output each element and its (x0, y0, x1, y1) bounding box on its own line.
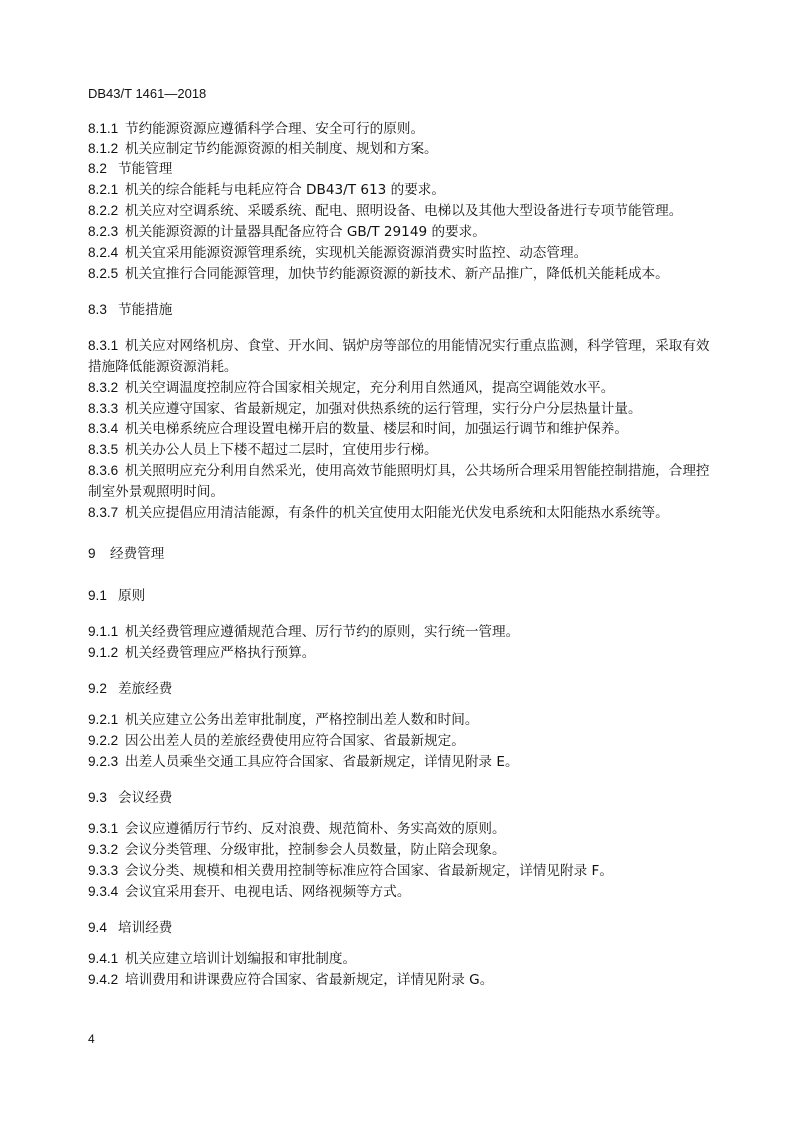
clause-number: 9.4.1 (88, 951, 119, 966)
section-heading (88, 158, 720, 180)
clause-number: 8.3.3 (88, 401, 119, 416)
clause-number: 9.1.1 (88, 624, 119, 639)
clause-number: 9.2 (88, 681, 107, 696)
clause-number: 8.2.2 (88, 203, 119, 218)
section-heading (88, 299, 720, 321)
clause-text: 机关应遵守国家、省最新规定，加强对供热系统的运行管理，实行分户分层热量计量。 (125, 401, 642, 417)
clause (88, 221, 720, 243)
clause (88, 335, 720, 378)
clause (88, 200, 720, 222)
clause-number: 8.2.1 (88, 182, 119, 197)
clause-text: 机关应提倡应用清洁能源，有条件的机关宜使用太阳能光伏发电系统和太阳能热水系统等。 (125, 505, 669, 521)
clause-text: 机关空调温度控制应符合国家相关规定，充分利用自然通风，提高空调能效水平。 (125, 380, 615, 396)
clause-number: 8.1.1 (88, 121, 119, 136)
clause-number: 9.3.3 (88, 863, 119, 878)
clause-text: 机关应对空调系统、采暖系统、配电、照明设备、电梯以及其他大型设备进行专项节能管理。 (125, 203, 683, 219)
clause (88, 621, 720, 643)
clause-text: 会议分类、规模和相关费用控制等标准应符合国家、省最新规定，详情见附录 F。 (125, 863, 613, 879)
clause-number: 9.4.2 (88, 972, 119, 987)
clause-text: 原则 (118, 588, 146, 604)
section-heading (88, 917, 720, 939)
clause (88, 948, 720, 970)
section-heading (88, 787, 720, 809)
clause-text: 差旅经费 (118, 681, 173, 697)
clause (88, 839, 720, 861)
clause-text: 培训经费 (118, 920, 173, 936)
clause-text: 培训费用和讲课费应符合国家、省最新规定，详情见附录 G。 (125, 972, 494, 988)
clause-number: 8.2.3 (88, 224, 119, 239)
clause-number: 9.2.1 (88, 712, 119, 727)
clause-text: 机关应建立公务出差审批制度，严格控制出差人数和时间。 (125, 712, 479, 728)
clause-text: 机关经费管理应严格执行预算。 (125, 645, 316, 661)
clause-number: 9.3.2 (88, 842, 119, 857)
clause-number: 9.3 (88, 790, 107, 805)
clause (88, 709, 720, 731)
clause-number: 9.2.3 (88, 754, 119, 769)
clause-number: 8.3.5 (88, 442, 119, 457)
clause (88, 263, 720, 285)
clause-number: 9.3.4 (88, 884, 119, 899)
clause (88, 242, 720, 264)
clause-number: 9.3.1 (88, 821, 119, 836)
clause-text: 机关宜推行合同能源管理，加快节约能源资源的新技术、新产品推广，降低机关能耗成本。 (125, 266, 669, 282)
clause-text: 机关应对网络机房、食堂、开水间、锅炉房等部位的用能情况实行重点监测，科学管理，采取有效措施降低能源资源消耗。 (88, 338, 710, 375)
clause (88, 377, 720, 399)
clause-number: 8.3 (88, 302, 107, 317)
section-heading (88, 678, 720, 700)
clause-number: 8.1.2 (88, 141, 119, 156)
clause (88, 818, 720, 840)
clause-text: 会议经费 (118, 790, 173, 806)
clause (88, 118, 720, 140)
clause-number: 8.3.1 (88, 338, 119, 353)
clause (88, 418, 720, 440)
clause-text: 机关应建立培训计划编报和审批制度。 (125, 951, 357, 967)
clause (88, 460, 720, 503)
clause-text: 节能措施 (118, 302, 173, 318)
clause-text: 出差人员乘坐交通工具应符合国家、省最新规定，详情见附录 E。 (125, 754, 519, 770)
page-number: 4 (88, 1032, 95, 1046)
clause-number: 9.1 (88, 588, 107, 603)
clause-number: 8.3.4 (88, 421, 119, 436)
clause-text: 机关宜采用能源资源管理系统，实现机关能源资源消费实时监控、动态管理。 (125, 245, 588, 261)
clause-number: 9.4 (88, 920, 107, 935)
clause-text: 经费管理 (110, 546, 165, 562)
clause-text: 机关经费管理应遵循规范合理、厉行节约的原则，实行统一管理。 (125, 624, 520, 640)
clause-text: 会议宜采用套开、电视电话、网络视频等方式。 (125, 884, 411, 900)
clause-text: 机关照明应充分利用自然采光，使用高效节能照明灯具，公共场所合理采用智能控制措施，合理控制室外景观照明时间。 (88, 463, 710, 500)
clause-text: 会议分类管理、分级审批，控制参会人员数量，防止陪会现象。 (125, 842, 506, 858)
clause-text: 节能管理 (118, 161, 173, 177)
section-heading (88, 543, 720, 565)
clause (88, 439, 720, 461)
clause (88, 179, 720, 201)
clause-number: 8.2 (88, 161, 107, 176)
clause (88, 730, 720, 752)
section-heading (88, 585, 720, 607)
clause (88, 969, 720, 991)
clause-number: 9.1.2 (88, 645, 119, 660)
clause (88, 860, 720, 882)
clause-text: 因公出差人员的差旅经费使用应符合国家、省最新规定。 (125, 733, 465, 749)
clause-text: 机关的综合能耗与电耗应符合 DB43/T 613 的要求。 (125, 182, 445, 198)
clause-text: 机关应制定节约能源资源的相关制度、规划和方案。 (125, 141, 438, 157)
clause-text: 节约能源资源应遵循科学合理、安全可行的原则。 (125, 121, 425, 137)
clause (88, 642, 720, 664)
clause-text: 会议应遵循厉行节约、反对浪费、规范简朴、务实高效的原则。 (125, 821, 506, 837)
clause-number: 9.2.2 (88, 733, 119, 748)
clause-text: 机关能源资源的计量器具配备应符合 GB/T 29149 的要求。 (125, 224, 486, 240)
clause-number: 8.3.6 (88, 463, 119, 478)
clause-text: 机关办公人员上下楼不超过二层时，宜使用步行梯。 (125, 442, 438, 458)
clause-text: 机关电梯系统应合理设置电梯开启的数量、楼层和时间，加强运行调节和维护保养。 (125, 421, 628, 437)
clause-number: 8.2.4 (88, 245, 119, 260)
clause (88, 881, 720, 903)
clause-number: 9 (88, 546, 96, 561)
clause (88, 751, 720, 773)
clause-number: 8.2.5 (88, 266, 119, 281)
clause-number: 8.3.7 (88, 505, 119, 520)
clause (88, 138, 720, 160)
clause (88, 398, 720, 420)
clause-number: 8.3.2 (88, 380, 119, 395)
document-header: DB43/T 1461—2018 (88, 86, 207, 101)
clause (88, 502, 720, 524)
